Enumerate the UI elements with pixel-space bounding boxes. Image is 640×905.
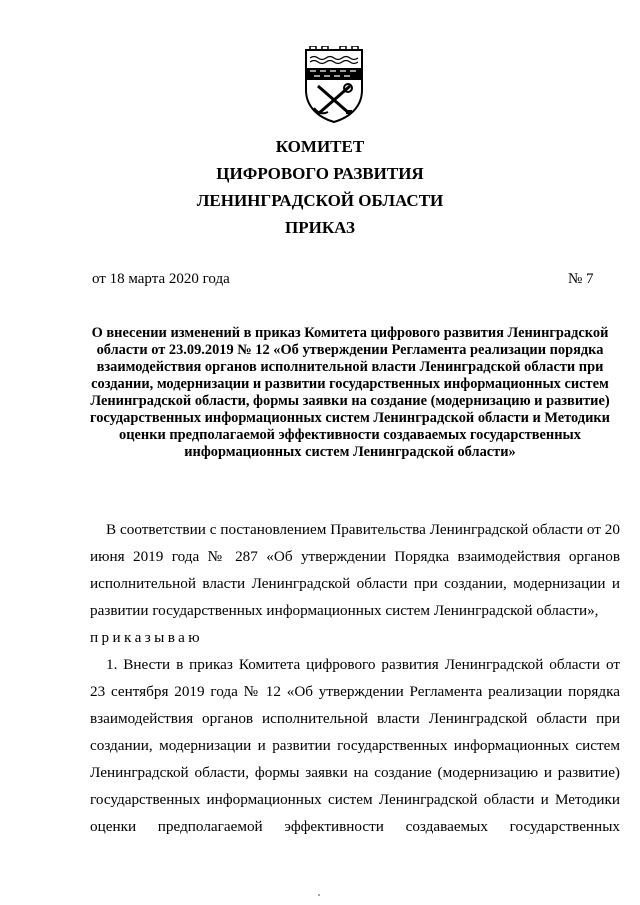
paragraph-line: государственных информационных систем Ленинградской области и Методики [90,791,620,808]
paragraph-line: исполнительной власти Ленинградской области при создании, модернизации и [90,575,620,592]
paragraph-line: взаимодействия органов исполнительной власти Ленинградской области при [90,710,620,727]
paragraph-line: июня 2019 года № 287 «Об утверждении Порядка взаимодействия органов [90,548,620,565]
title-line: О внесении изменений в приказ Комитета цифрового развития Ленинградской [91,325,609,341]
paragraph-line: создании, модернизации и развитии государственных информационных систем [90,737,620,754]
paragraph-line: 23 сентября 2019 года № 12 «Об утверждении Регламента реализации порядка [90,683,620,700]
title-line: создании, модернизации и развитии государственных информационных систем [91,376,609,392]
title-line: государственных информационных систем Ленинградской области и Методики [90,410,610,426]
paragraph-line: Ленинградской области, формы заявки на создание (модернизацию и развитие) [90,764,620,781]
coat-of-arms-emblem [302,46,366,124]
order-title [80,325,620,461]
paragraph-line: 1. Внести в приказ Комитета цифрового развития Ленинградской области от [106,656,620,673]
title-line: оценки предполагаемой эффективности создаваемых государственных [119,427,581,443]
paragraph-line: развитии государственных информационных систем Ленинградской области», [90,602,599,619]
order-verb: приказываю [90,629,203,646]
committee-title: КОМИТЕТ [275,137,365,156]
body-paragraph-1 [90,516,620,624]
title-line: информационных систем Ленинградской области» [184,444,516,460]
order-date: от 18 марта 2020 года [92,271,230,287]
order-number: № 7 [568,271,594,287]
paragraph-line: В соответствии с постановлением Правительства Ленинградской области от 20 [106,521,620,538]
title-line: области от 23.09.2019 № 12 «Об утверждении Регламента реализации порядка [96,342,604,358]
committee-subtitle: ЦИФРОВОГО РАЗВИТИЯ [216,164,424,183]
paragraph-line: оценки предполагаемой эффективности создаваемых государственных [90,818,620,835]
title-line: взаимодействия органов исполнительной власти Ленинградской области при [96,359,604,375]
body-paragraph-2 [90,651,620,840]
region-name: ЛЕНИНГРАДСКОЙ ОБЛАСТИ [196,191,444,210]
title-line: Ленинградской области, формы заявки на создание (модернизацию и развитие) [90,393,610,409]
scan-speck [318,894,320,896]
document-type: ПРИКАЗ [285,218,355,237]
